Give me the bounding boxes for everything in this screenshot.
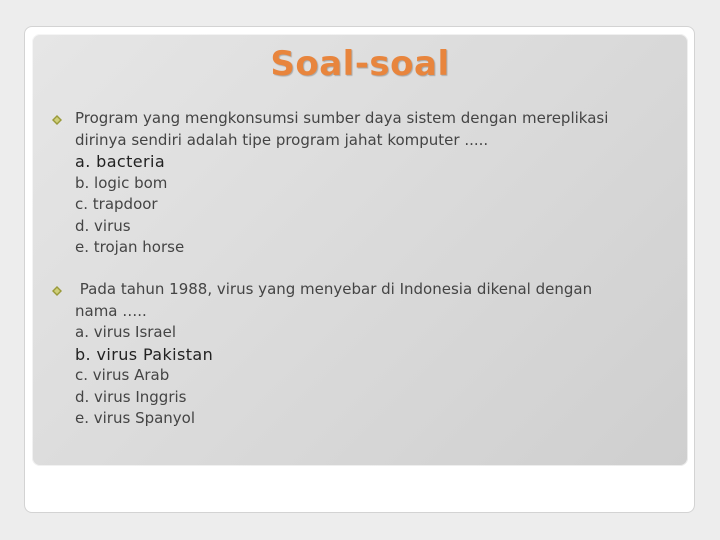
diamond-bullet-icon xyxy=(52,286,62,296)
diamond-bullet-icon xyxy=(52,115,62,125)
question-1-option-b: b. logic bom xyxy=(75,173,168,192)
slide-title: Soal-soal xyxy=(270,44,450,84)
question-2-option-b: b. virus Pakistan xyxy=(75,344,214,364)
question-1-option-d: d. virus xyxy=(75,216,131,235)
question-2-option-d: d. virus Inggris xyxy=(75,387,187,406)
question-1-stem-line-1: Program yang mengkonsumsi sumber daya sistem dengan mereplikasi xyxy=(75,109,609,127)
question-1 xyxy=(75,108,665,259)
question-2-option-e: e. virus Spanyol xyxy=(75,409,196,427)
question-2 xyxy=(75,279,665,430)
question-2-option-a: a. virus Israel xyxy=(75,323,177,341)
question-1-stem-line-2: dirinya sendiri adalah tipe program jahat komputer ..... xyxy=(75,130,489,149)
question-2-stem-line-2: nama ….. xyxy=(75,301,147,320)
question-2-stem-line-1: Pada tahun 1988, virus yang menyebar di Indonesia dikenal dengan xyxy=(75,280,593,298)
question-1-option-c: c. trapdoor xyxy=(75,195,158,213)
question-2-option-c: c. virus Arab xyxy=(75,366,170,384)
question-1-option-e: e. trojan horse xyxy=(75,238,185,256)
question-1-option-a: a. bacteria xyxy=(75,152,166,171)
